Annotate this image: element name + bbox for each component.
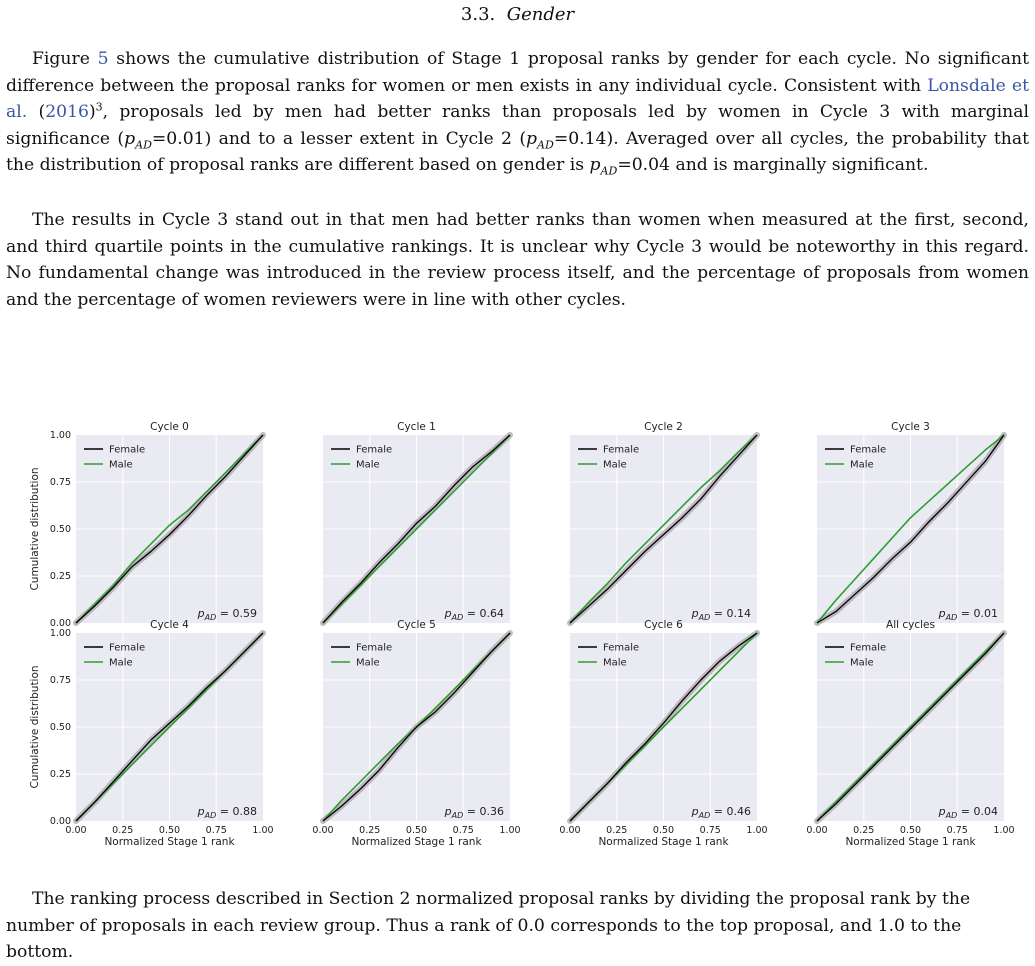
panel-1 — [29, 421, 263, 629]
legend-label-male: Male — [850, 459, 874, 471]
p-subscript: AD — [537, 137, 554, 151]
y-tick-label: 1.00 — [49, 628, 71, 639]
x-tick-label: 0.75 — [699, 825, 721, 836]
legend-label-male: Male — [109, 657, 133, 669]
citation-year-link[interactable]: 2016 — [45, 102, 89, 122]
x-axis-label: Normalized Stage 1 rank — [351, 836, 482, 848]
x-tick-label: 0.25 — [359, 825, 381, 836]
x-tick-label: 0.75 — [452, 825, 474, 836]
y-axis-label: Cumulative distribution — [29, 467, 41, 591]
legend-label-female: Female — [356, 642, 393, 654]
x-tick-label: 1.00 — [499, 825, 521, 836]
panel-title: Cycle 5 — [397, 619, 436, 631]
panel-title: Cycle 2 — [644, 421, 683, 433]
p-symbol: p — [589, 155, 601, 175]
panel-7 — [559, 619, 767, 848]
p-value-annotation: $p_{AD} = 0.14$ — [691, 607, 751, 622]
legend-label-male: Male — [603, 459, 627, 471]
p-value-annotation: $p_{AD} = 0.46$ — [691, 805, 751, 820]
x-tick-label: 0.00 — [559, 825, 581, 836]
panel-4 — [817, 421, 1004, 623]
y-tick-label: 1.00 — [49, 430, 71, 441]
figure-ref-link[interactable]: 5 — [97, 49, 109, 69]
footnote-marker[interactable]: 3 — [95, 100, 103, 114]
x-tick-label: 0.75 — [946, 825, 968, 836]
p-symbol: p — [124, 128, 136, 149]
y-tick-label: 0.25 — [49, 769, 71, 780]
x-tick-label: 0.50 — [405, 825, 428, 836]
panel-title: Cycle 4 — [150, 619, 189, 631]
panel-title: All cycles — [886, 619, 935, 631]
x-tick-label: 0.50 — [158, 825, 181, 836]
p1-text-2: shows the cumulative distribution of Stage 1 proposal ranks by gender for each cycle. No significant difference between the proposal ranks for women or men exists in any individual cycle. Consistent with — [6, 49, 1029, 96]
x-axis-label: Normalized Stage 1 rank — [598, 836, 729, 848]
section-number: 3.3. — [460, 4, 496, 25]
x-axis-label: Normalized Stage 1 rank — [104, 836, 235, 848]
paragraph-2 — [6, 207, 1029, 313]
panel-8 — [806, 619, 1014, 848]
section-title: Gender — [506, 4, 575, 25]
y-tick-label: 0.75 — [49, 675, 71, 686]
legend-label-female: Female — [356, 444, 393, 456]
x-tick-label: 1.00 — [993, 825, 1015, 836]
legend-label-female: Female — [109, 642, 146, 654]
legend-label-female: Female — [603, 444, 640, 456]
panel-2 — [323, 421, 510, 623]
paragraph-1 — [6, 46, 1029, 179]
panel-title: Cycle 6 — [644, 619, 683, 631]
x-tick-label: 0.00 — [806, 825, 828, 836]
x-tick-label: 1.00 — [252, 825, 274, 836]
panel-title: Cycle 0 — [150, 421, 189, 433]
p-value-annotation: $p_{AD} = 0.01$ — [938, 607, 998, 622]
p-subscript: AD — [135, 137, 152, 151]
x-tick-label: 0.00 — [312, 825, 334, 836]
panel-6 — [312, 619, 520, 848]
y-tick-label: 0.00 — [49, 618, 71, 629]
legend-label-male: Male — [356, 657, 380, 669]
legend-label-female: Female — [850, 444, 887, 456]
x-tick-label: 1.00 — [746, 825, 768, 836]
legend-label-female: Female — [850, 642, 887, 654]
panel-5 — [29, 619, 274, 848]
legend-label-male: Male — [356, 459, 380, 471]
x-tick-label: 0.50 — [899, 825, 922, 836]
citation-author-link[interactable]: Lonsdale et al. — [6, 75, 1029, 122]
p1-text-5: =0.14). Averaged over all cycles, the probability that the distribution of proposal ranks are different based on gender is — [6, 128, 1029, 175]
bottom-text: The ranking process described in Section 2 normalized proposal ranks by dividing the proposal rank by the number of proposals in each review group. Thus a rank of 0.0 corresponds to the top proposal, and 1.0 to the bottom. — [6, 889, 971, 962]
y-tick-label: 0.75 — [49, 477, 71, 488]
x-tick-label: 0.50 — [652, 825, 675, 836]
p1-paren-close: ) — [88, 102, 96, 122]
p1-text-6: =0.04 and is marginally significant. — [617, 155, 929, 175]
panel-3 — [570, 421, 757, 623]
bottom-text-fragment — [6, 886, 1029, 962]
p2-text: The results in Cycle 3 stand out in that men had better ranks than women when measured at the first, second, and third quartile points in the cumulative rankings. It is unclear why Cycle 3 would be noteworthy in this regard. No fundamental change was introduced in the review process itself, and the percentage of proposals from women and the percentage of women reviewers were in line with other cycles. — [6, 210, 1029, 310]
panel-title: Cycle 3 — [891, 421, 930, 433]
y-tick-label: 0.00 — [49, 816, 71, 827]
y-tick-label: 0.50 — [49, 524, 71, 535]
p-value-annotation: $p_{AD} = 0.36$ — [444, 805, 504, 820]
x-tick-label: 0.25 — [606, 825, 628, 836]
p-value-annotation: $p_{AD} = 0.64$ — [444, 607, 504, 622]
x-tick-label: 0.75 — [205, 825, 227, 836]
p-value-annotation: $p_{AD} = 0.88$ — [197, 805, 257, 820]
p1-text-4: =0.01) and to a lesser extent in Cycle 2 ( — [151, 128, 527, 149]
p-subscript: AD — [600, 164, 618, 178]
x-tick-label: 0.25 — [112, 825, 134, 836]
p1-paren-open: ( — [27, 102, 46, 122]
figure-gender-cdf — [0, 410, 1035, 880]
legend-label-female: Female — [109, 444, 146, 456]
x-tick-label: 0.25 — [853, 825, 875, 836]
y-tick-label: 0.25 — [49, 571, 71, 582]
y-axis-label: Cumulative distribution — [29, 665, 41, 789]
p1-text-3: , proposals led by men had better ranks than proposals led by women in Cycle 3 with marginal significance ( — [6, 102, 1029, 149]
section-heading — [0, 4, 1035, 25]
x-tick-label: 0.00 — [65, 825, 87, 836]
p-symbol: p — [526, 128, 538, 149]
panel-title: Cycle 1 — [397, 421, 436, 433]
p1-text-1: Figure — [32, 49, 98, 69]
legend-label-female: Female — [603, 642, 640, 654]
y-tick-label: 0.50 — [49, 722, 71, 733]
p-value-annotation: $p_{AD} = 0.59$ — [197, 607, 257, 622]
legend-label-male: Male — [850, 657, 874, 669]
x-axis-label: Normalized Stage 1 rank — [845, 836, 976, 848]
legend-label-male: Male — [109, 459, 133, 471]
legend-label-male: Male — [603, 657, 627, 669]
p-value-annotation: $p_{AD} = 0.04$ — [938, 805, 998, 820]
